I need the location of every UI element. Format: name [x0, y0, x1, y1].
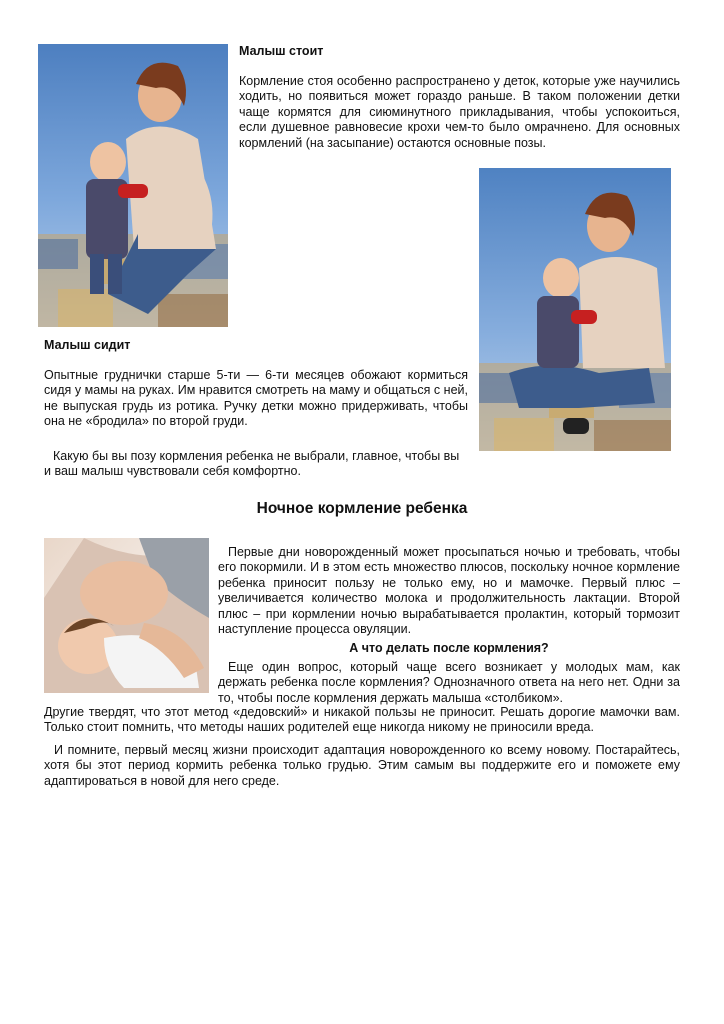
- subheading-after-feeding: А что делать после кормления?: [349, 641, 549, 655]
- heading-sitting: Малыш сидит: [44, 338, 131, 352]
- photo-sitting-illustration: [479, 168, 671, 451]
- photo-standing-feeding: [38, 44, 228, 327]
- paragraph-sitting: Опытные груднички старше 5-ти — 6-ти месяцев обожают кормиться сидя у мамы на руках. Им нравится смотреть на маму и общаться с ней, не выпуская грудь из ротика. Ручку детки можно придерживать, чтобы она не «бродила» по второй груди.: [44, 368, 468, 429]
- photo-night-feeding: [44, 538, 209, 693]
- photo-standing-illustration: [38, 44, 228, 327]
- paragraph-closing: Какую бы вы позу кормления ребенка не выбрали, главное, чтобы вы и ваш малыш чувствовали себя комфортно.: [44, 449, 460, 479]
- heading-standing: Малыш стоит: [239, 44, 324, 58]
- photo-sitting-feeding: [479, 168, 671, 451]
- paragraph-final: И помните, первый месяц жизни происходит адаптация новорожденного ко всему новому. Постарайтесь, хотя бы этот период кормить ребенка только грудью. Этим самым вы поддержите его и поможете ему адаптироваться в новой для него среде.: [44, 743, 680, 788]
- paragraph-after-feeding-b: Другие твердят, что этот метод «дедовский» и никакой пользы не приносит. Решать дорогие мамочки вам. Только стоит помнить, что методы наших родителей еще никогда никому не приносили вреда.: [44, 705, 680, 735]
- paragraph-standing: Кормление стоя особенно распространено у деток, которые уже научились ходить, но появиться может гораздо раньше. В таком положении детки чаще кормятся для сиюминутного прикладывания, чтобы успокоиться, если душевное равновесие крохи чем-то было омрачнено. Для основных кормлений (на засыпание) остаются основные позы.: [239, 74, 680, 150]
- paragraph-night-feeding: Первые дни новорожденный может просыпаться ночью и требовать, чтобы его покормили. И в этом есть множество плюсов, поскольку ночное кормление ребенка приносит пользу не только ему, но и мамочке. Первый плюс – увеличивается количество молока и продолжительность лактации. Второй плюс – при кормлении ночью вырабатывается пролактин, который тормозит наступление процесса овуляции.: [218, 545, 680, 637]
- section-title-night-feeding: Ночное кормление ребенка: [256, 500, 468, 517]
- photo-night-illustration: [44, 538, 209, 693]
- paragraph-after-feeding-a: Еще один вопрос, который чаще всего возникает у молодых мам, как держать ребенка после кормления? Однозначного ответа на него нет. Одни за то, чтобы после кормления держать малыша «столбиком».: [218, 660, 680, 705]
